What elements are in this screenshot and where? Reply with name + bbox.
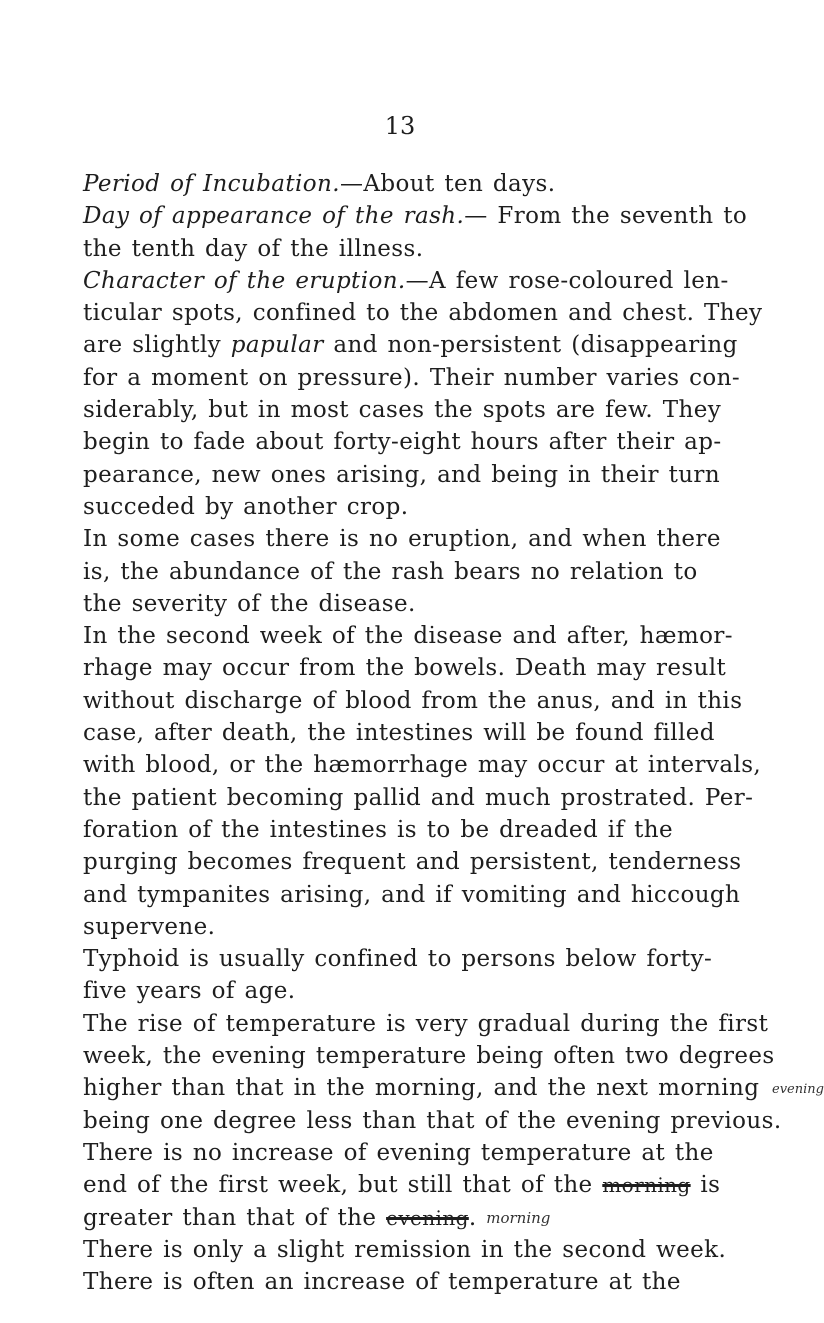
appearance-heading: Day of appearance of the rash.: [83, 203, 465, 230]
character-line-1: Character of the eruption.—A few rose-coloured len-: [83, 267, 729, 294]
character-heading: Character of the eruption.: [83, 267, 406, 294]
body-text: [83, 168, 782, 1298]
age-line-1: Typhoid is usually confined to persons below forty-: [83, 946, 713, 973]
end-first-week-line-1: There is no increase of evening temperature at the: [83, 1139, 714, 1166]
incubation-line: [83, 168, 728, 200]
temperature-line-4: being one degree less than that of the evening previous.: [83, 1107, 782, 1134]
haemorrhage-line-1: In the second week of the disease and after, hæmor-: [83, 623, 733, 650]
character-line-8: succeded by another crop.: [83, 493, 409, 520]
end-first-week-line-2: end of the first week, but still that of the morning is: [83, 1172, 721, 1199]
haemorrhage-line-5: with blood, or the hæmorrhage may occur at intervals,: [83, 752, 762, 779]
haemorrhage-line-6: the patient becoming pallid and much prostrated. Per-: [83, 784, 754, 811]
haemorrhage-line-7: foration of the intestines is to be dreaded if the: [83, 816, 674, 843]
character-line-2: ticular spots, confined to the abdomen and chest. They: [83, 300, 763, 327]
incubation-heading: Period of Incubation.: [83, 171, 340, 197]
haemorrhage-line-10: supervene.: [83, 913, 216, 940]
page-number: 13: [384, 112, 416, 140]
temperature-line-3: higher than that in the morning, and the next morning: [83, 1075, 760, 1102]
incubation-text: —About ten days.: [339, 171, 556, 197]
character-line-7: pearance, new ones arising, and being in their turn: [83, 461, 721, 488]
handwritten-correction-morning: morning: [486, 1208, 551, 1227]
haemorrhage-line-8: purging becomes frequent and persistent, tenderness: [83, 849, 742, 876]
no-eruption-line-2: is, the abundance of the rash bears no relation to: [83, 558, 698, 585]
temperature-line-2: week, the evening temperature being often two degrees: [83, 1043, 775, 1070]
haemorrhage-line-3: without discharge of blood from the anus, and in this: [83, 687, 743, 714]
character-line-3: are slightly papular and non-persistent (disappearing: [83, 332, 738, 359]
struck-word-evening: evening: [386, 1205, 469, 1230]
end-first-week-line-3: greater than that of the evening. morning: [83, 1204, 551, 1231]
character-line-5: siderably, but in most cases the spots are few. They: [83, 397, 722, 424]
character-line-4: for a moment on pressure). Their number varies con-: [83, 364, 741, 391]
age-line-2: five years of age.: [83, 978, 296, 1005]
papular-word: papular: [230, 332, 324, 359]
no-eruption-line-1: In some cases there is no eruption, and when there: [83, 526, 721, 553]
remission-line-1: There is only a slight remission in the second week.: [83, 1236, 727, 1263]
haemorrhage-line-2: rhage may occur from the bowels. Death may result: [83, 655, 727, 682]
appearance-line-1: Day of appearance of the rash.— From the seventh to: [83, 203, 748, 230]
no-eruption-line-3: the severity of the disease.: [83, 590, 416, 617]
struck-word-morning: morning: [602, 1173, 691, 1198]
haemorrhage-line-9: and tympanites arising, and if vomiting and hiccough: [83, 881, 741, 908]
temperature-line-1: The rise of temperature is very gradual during the first: [83, 1010, 769, 1037]
haemorrhage-line-4: case, after death, the intestines will be found filled: [83, 720, 715, 747]
handwritten-margin-evening: evening: [772, 1082, 824, 1097]
remission-line-2: There is often an increase of temperature at the: [83, 1269, 681, 1296]
appearance-line-2: the tenth day of the illness.: [83, 235, 424, 262]
character-line-6: begin to fade about forty-eight hours after their ap-: [83, 429, 722, 456]
